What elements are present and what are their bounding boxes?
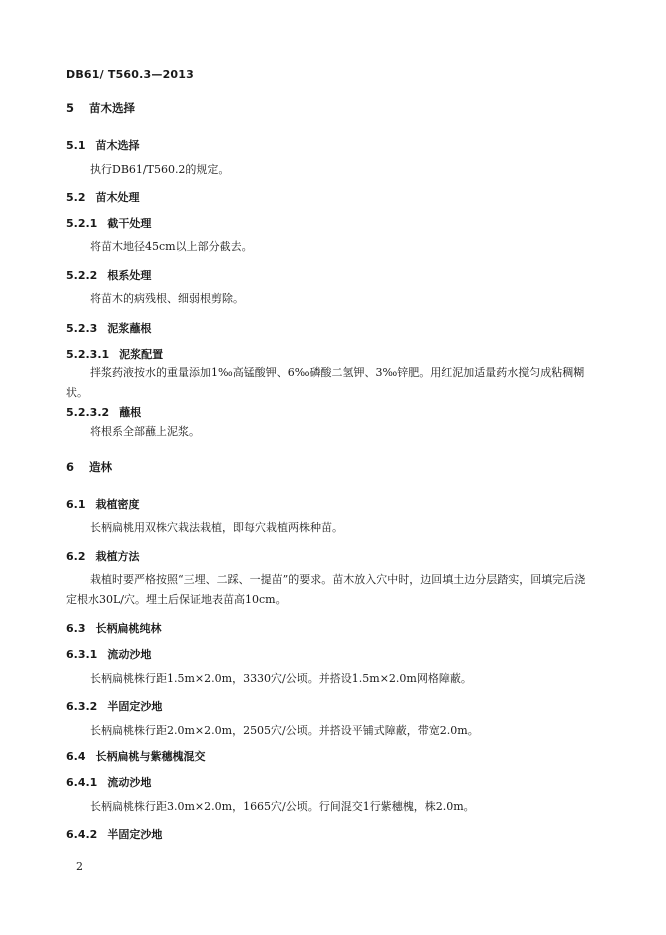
section-6-3-1-heading: [66, 646, 600, 662]
page-number: 2: [76, 860, 83, 873]
section-title: 苗木处理: [95, 191, 140, 204]
section-6-3-2-heading: [66, 698, 600, 714]
standard-code-header: DB61/ T560.3—2013: [66, 68, 194, 81]
section-5-2-3-heading: [66, 320, 600, 336]
section-title: 泥浆配置: [119, 348, 164, 361]
section-6-2-text: 栽植时要严格按照“三埋、二踩、一提苗”的要求。苗木放入穴中时，边回填土边分层踏实，回填完后浇定根水30L/穴。埋土后保证地表苗高10cm。: [66, 573, 586, 606]
section-6-4-1-text: 长柄扁桃株行距3.0m×2.0m，1665穴/公顷。行间混交1行紫穗槐，株2.0m。: [90, 800, 475, 813]
section-6-4-2-heading: [66, 826, 600, 842]
section-number: 5.2.3.2: [66, 406, 110, 419]
section-6-3-heading: [66, 620, 600, 636]
section-6-1-heading: [66, 496, 600, 512]
section-title: 栽植密度: [95, 498, 140, 511]
section-title: 截干处理: [107, 217, 152, 230]
section-number: 6.2: [66, 550, 86, 563]
section-title: 泥浆蘸根: [107, 322, 152, 335]
section-number: 6.3.2: [66, 700, 98, 713]
section-title: 蘸根: [119, 406, 142, 419]
section-5-2-1-text: 将苗木地径45cm以上部分截去。: [90, 240, 253, 253]
section-5-2-3-2-heading: [66, 404, 600, 420]
section-5-2-1-heading: [66, 215, 600, 231]
section-number: 6.3: [66, 622, 86, 635]
section-5-2-heading: [66, 189, 600, 205]
section-5-2-3-1-heading: [66, 346, 600, 362]
section-5-1-heading: [66, 137, 600, 153]
section-5-heading: [66, 100, 600, 116]
section-title: 半固定沙地: [107, 828, 163, 841]
section-6-2-heading: [66, 548, 600, 564]
section-number: 5.2.2: [66, 269, 98, 282]
section-6-4-1-heading: [66, 774, 600, 790]
section-number: 5.2: [66, 191, 86, 204]
section-number: 5: [66, 101, 75, 115]
section-title: 根系处理: [107, 269, 152, 282]
section-number: 5.2.3: [66, 322, 98, 335]
section-title: 栽植方法: [95, 550, 140, 563]
section-title: 流动沙地: [107, 776, 152, 789]
section-number: 6.4.2: [66, 828, 98, 841]
section-6-3-2-text: 长柄扁桃株行距2.0m×2.0m，2505穴/公顷。并搭设平铺式障蔽，带宽2.0m。: [90, 724, 479, 737]
section-title: 苗木选择: [89, 101, 135, 115]
section-5-1-text: 执行DB61/T560.2的规定。: [90, 163, 230, 176]
section-6-heading: [66, 459, 600, 475]
section-title: 长柄扁桃纯林: [95, 622, 162, 635]
section-number: 6.4.1: [66, 776, 98, 789]
section-title: 流动沙地: [107, 648, 152, 661]
section-6-1-text: 长柄扁桃用双株穴栽法栽植，即每穴栽植两株种苗。: [90, 521, 343, 534]
section-number: 5.1: [66, 139, 86, 152]
section-number: 5.2.1: [66, 217, 98, 230]
section-title: 造林: [89, 460, 112, 474]
section-number: 6.4: [66, 750, 86, 763]
section-title: 苗木选择: [95, 139, 140, 152]
section-5-2-2-heading: [66, 267, 600, 283]
section-title: 半固定沙地: [107, 700, 163, 713]
section-5-2-2-text: 将苗木的病残根、细弱根剪除。: [90, 292, 244, 305]
section-number: 5.2.3.1: [66, 348, 110, 361]
section-title: 长柄扁桃与紫穗槐混交: [95, 750, 206, 763]
section-number: 6: [66, 460, 75, 474]
section-5-2-3-1-text: 拌浆药液按水的重量添加1‰高锰酸钾、6‰磷酸二氢钾、3‰锌肥。用红泥加适量药水搅匀成粘稠糊状。: [66, 366, 585, 399]
section-5-2-3-2-text: 将根系全部蘸上泥浆。: [90, 425, 200, 438]
section-6-3-1-text: 长柄扁桃株行距1.5m×2.0m，3330穴/公顷。并搭设1.5m×2.0m网格障蔽。: [90, 672, 472, 685]
section-number: 6.1: [66, 498, 86, 511]
section-number: 6.3.1: [66, 648, 98, 661]
section-6-4-heading: [66, 748, 600, 764]
